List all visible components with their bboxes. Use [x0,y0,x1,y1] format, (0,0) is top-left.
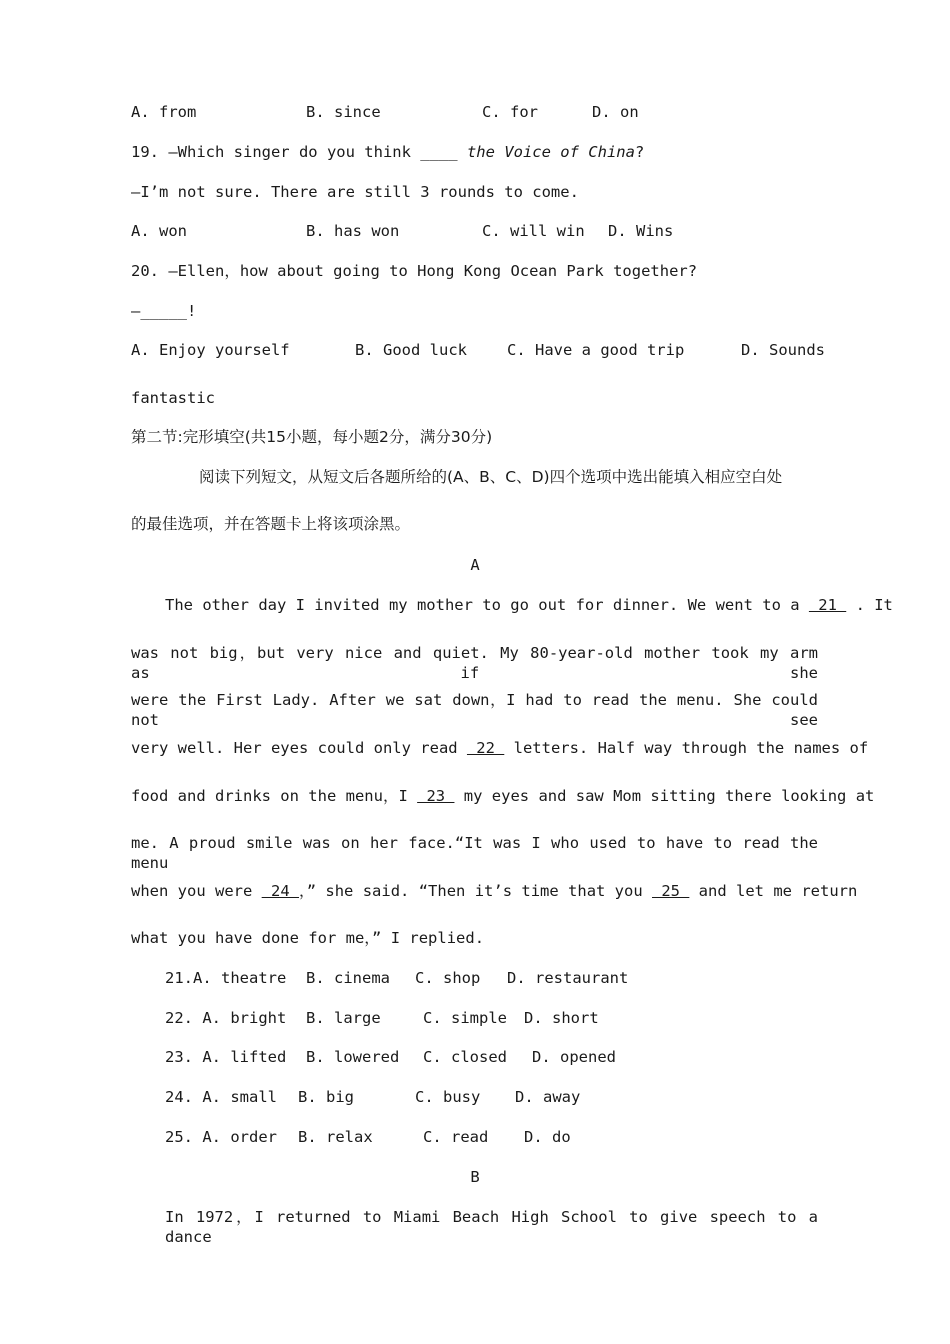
q18-option-b: B. since [306,103,381,121]
q20-reply: —_____! [131,302,197,320]
passage-a-line-3: were the First Lady. After we sat down，I had to read the menu. She could not see [131,691,818,729]
q21-option-a: 21.A. theatre [165,969,287,987]
section-instructions-line2: 的最佳选项，并在答题卡上将该项涂黑。 [131,515,411,533]
passage-a-line-7-end: and let me return [689,882,858,900]
passage-a-line-8: what you have done for me，” I replied. [131,929,485,947]
q23-option-d: D. opened [532,1048,616,1066]
q20-option-b: B. Good luck [355,341,467,359]
q18-option-a: A. from [131,103,197,121]
blank-21: 21 [808,596,847,614]
q20-stem: 20. —Ellen，how about going to Hong Kong Ocean Park together? [131,262,698,280]
passage-a-line-2: was not big，but very nice and quiet. My 80-year-old mother took my arm as if she [131,644,818,682]
q19-option-d: D. Wins [608,222,674,240]
q19-stem-italic: the Voice of China [466,143,635,161]
passage-a-label: A [470,556,480,574]
section-instructions-line1: 阅读下列短文，从短文后各题所给的(A、B、C、D)四个选项中选出能填入相应空白处 [199,468,783,486]
q19-blank: ____ [420,143,458,161]
q25-option-b: B. relax [298,1128,373,1146]
q18-option-c: C. for [482,103,538,121]
blank-24: 24 [261,882,299,900]
q25-option-d: D. do [524,1128,571,1146]
q22-option-c: C. simple [423,1009,507,1027]
q23-option-b: B. lowered [306,1048,400,1066]
q24-option-c: C. busy [415,1088,481,1106]
q21-option-c: C. shop [415,969,481,987]
q20-option-d: D. Sounds [741,341,825,359]
q23-option-a: 23. A. lifted [165,1048,287,1066]
passage-a-line-1-end: . It [846,596,893,614]
q18-option-d: D. on [592,103,639,121]
passage-a-line-1-text: The other day I invited my mother to go out for dinner. We went to a [165,596,809,614]
q20-option-c: C. Have a good trip [507,341,685,359]
blank-25: 25 [652,882,690,900]
passage-a-line-7-mid: ，” she said. “Then it’s time that you [298,882,653,900]
q24-option-d: D. away [515,1088,581,1106]
q22-option-b: B. large [306,1009,381,1027]
q19-stem-suffix: ? [634,143,645,161]
q19-stem-prefix: 19. —Which singer do you think [131,143,421,161]
blank-23: 23 [417,787,455,805]
q19-stem [131,142,644,162]
passage-a-line-4 [131,738,868,758]
passage-a-line-4-text: very well. Her eyes could only read [131,739,467,757]
blank-22: 22 [466,739,505,757]
passage-b-line-1: In 1972，I returned to Miami Beach High School to give speech to a dance [165,1208,818,1246]
q24-option-b: B. big [298,1088,354,1106]
q21-option-b: B. cinema [306,969,390,987]
q19-option-a: A. won [131,222,187,240]
passage-a-line-7-text: when you were [131,882,262,900]
passage-a-line-5-end: my eyes and saw Mom sitting there looking at [454,787,875,805]
q19-option-c: C. will win [482,222,585,240]
passage-a-line-6: me. A proud smile was on her face.“It was I who used to have to read the menu [131,834,818,872]
passage-a-line-5 [131,786,874,806]
q24-option-a: 24. A. small [165,1088,277,1106]
passage-b-label: B [470,1168,480,1186]
q23-option-c: C. closed [423,1048,507,1066]
passage-a-line-1 [165,595,893,615]
q19-option-b: B. has won [306,222,400,240]
q21-option-d: D. restaurant [507,969,629,987]
passage-a-line-5-text: food and drinks on the menu，I [131,787,418,805]
q19-reply: —I’m not sure. There are still 3 rounds to come. [131,183,579,201]
passage-a-line-7 [131,881,857,901]
q22-option-d: D. short [524,1009,599,1027]
q25-option-a: 25. A. order [165,1128,277,1146]
q20-option-d-cont: fantastic [131,389,215,407]
section-heading: 第二节:完形填空(共15小题，每小题2分，满分30分) [131,428,493,446]
q22-option-a: 22. A. bright [165,1009,287,1027]
q20-option-a: A. Enjoy yourself [131,341,290,359]
passage-a-line-4-end: letters. Half way through the names of [504,739,869,757]
q25-option-c: C. read [423,1128,489,1146]
